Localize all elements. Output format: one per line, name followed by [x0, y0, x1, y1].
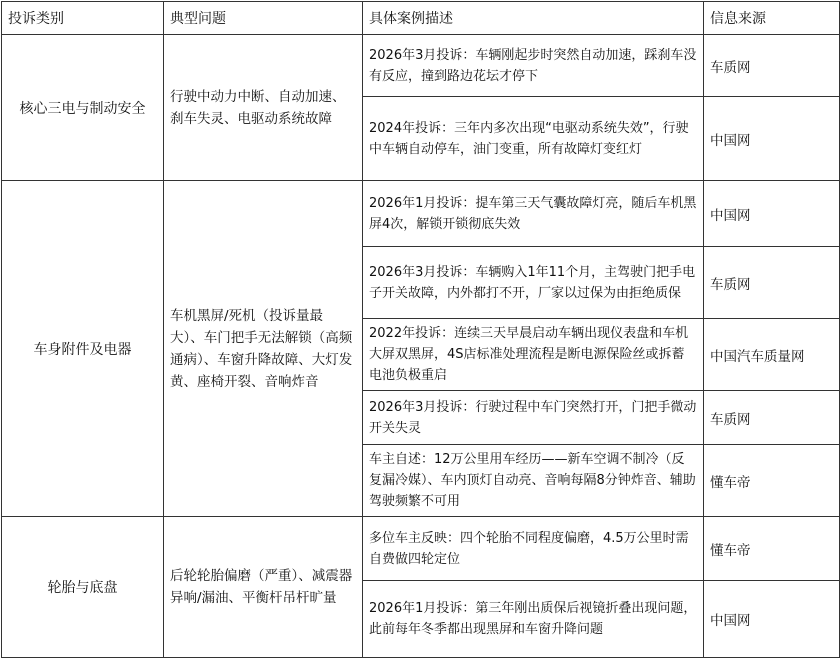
case-source: 中国汽车质量网: [704, 319, 840, 391]
case-source: 车质网: [704, 247, 840, 319]
category-cell: 核心三电与制动安全: [2, 35, 164, 181]
case-source: 车质网: [704, 391, 840, 445]
case-description: 2026年1月投诉：提车第三天气囊故障灯亮，随后车机黑屏4次，解锁开锁彻底失效: [363, 181, 704, 247]
case-source: 中国网: [704, 97, 840, 181]
case-description: 2022年投诉：连续三天早晨启动车辆出现仪表盘和车机大屏双黑屏，4S店标准处理流程是断电源保险丝或拆蓄电池负极重启: [363, 319, 704, 391]
header-row: [2, 2, 840, 35]
issue-cell: 后轮轮胎偏磨（严重）、减震器异响/漏油、平衡杆吊杆旷量: [164, 517, 363, 658]
case-source: 懂车帝: [704, 445, 840, 517]
case-description: 2026年1月投诉：第三年刚出质保后视镜折叠出现问题，此前每年冬季都出现黑屏和车窗升降问题: [363, 581, 704, 658]
table-row: [2, 517, 840, 581]
header-description: 具体案例描述: [363, 2, 704, 35]
table-body: [2, 35, 840, 658]
case-description: 2026年3月投诉：车辆刚起步时突然自动加速，踩刹车没有反应，撞到路边花坛才停下: [363, 35, 704, 97]
header-source: 信息来源: [704, 2, 840, 35]
case-description: 2026年3月投诉：车辆购入1年11个月，主驾驶门把手电子开关故障，内外都打不开，厂家以过保为由拒绝质保: [363, 247, 704, 319]
issue-cell: 车机黑屏/死机（投诉量最大）、车门把手无法解锁（高频通病）、车窗升降故障、大灯发黄、座椅开裂、音响炸音: [164, 181, 363, 517]
complaints-table: [1, 1, 840, 658]
case-source: 车质网: [704, 35, 840, 97]
case-source: 懂车帝: [704, 517, 840, 581]
case-description: 多位车主反映：四个轮胎不同程度偏磨，4.5万公里时需自费做四轮定位: [363, 517, 704, 581]
category-cell: 车身附件及电器: [2, 181, 164, 517]
case-description: 2024年投诉：三年内多次出现“电驱动系统失效”，行驶中车辆自动停车，油门变重，所有故障灯变红灯: [363, 97, 704, 181]
case-description: 2026年3月投诉：行驶过程中车门突然打开，门把手微动开关失灵: [363, 391, 704, 445]
category-cell: 轮胎与底盘: [2, 517, 164, 658]
issue-cell: 行驶中动力中断、自动加速、刹车失灵、电驱动系统故障: [164, 35, 363, 181]
case-source: 中国网: [704, 181, 840, 247]
case-source: 中国网: [704, 581, 840, 658]
header-category: 投诉类别: [2, 2, 164, 35]
table-row: [2, 35, 840, 97]
header-issue: 典型问题: [164, 2, 363, 35]
table-header: [2, 2, 840, 35]
case-description: 车主自述：12万公里用车经历——新车空调不制冷（反复漏冷媒）、车内顶灯自动亮、音响每隔8分钟炸音、辅助驾驶频繁不可用: [363, 445, 704, 517]
table-row: [2, 181, 840, 247]
